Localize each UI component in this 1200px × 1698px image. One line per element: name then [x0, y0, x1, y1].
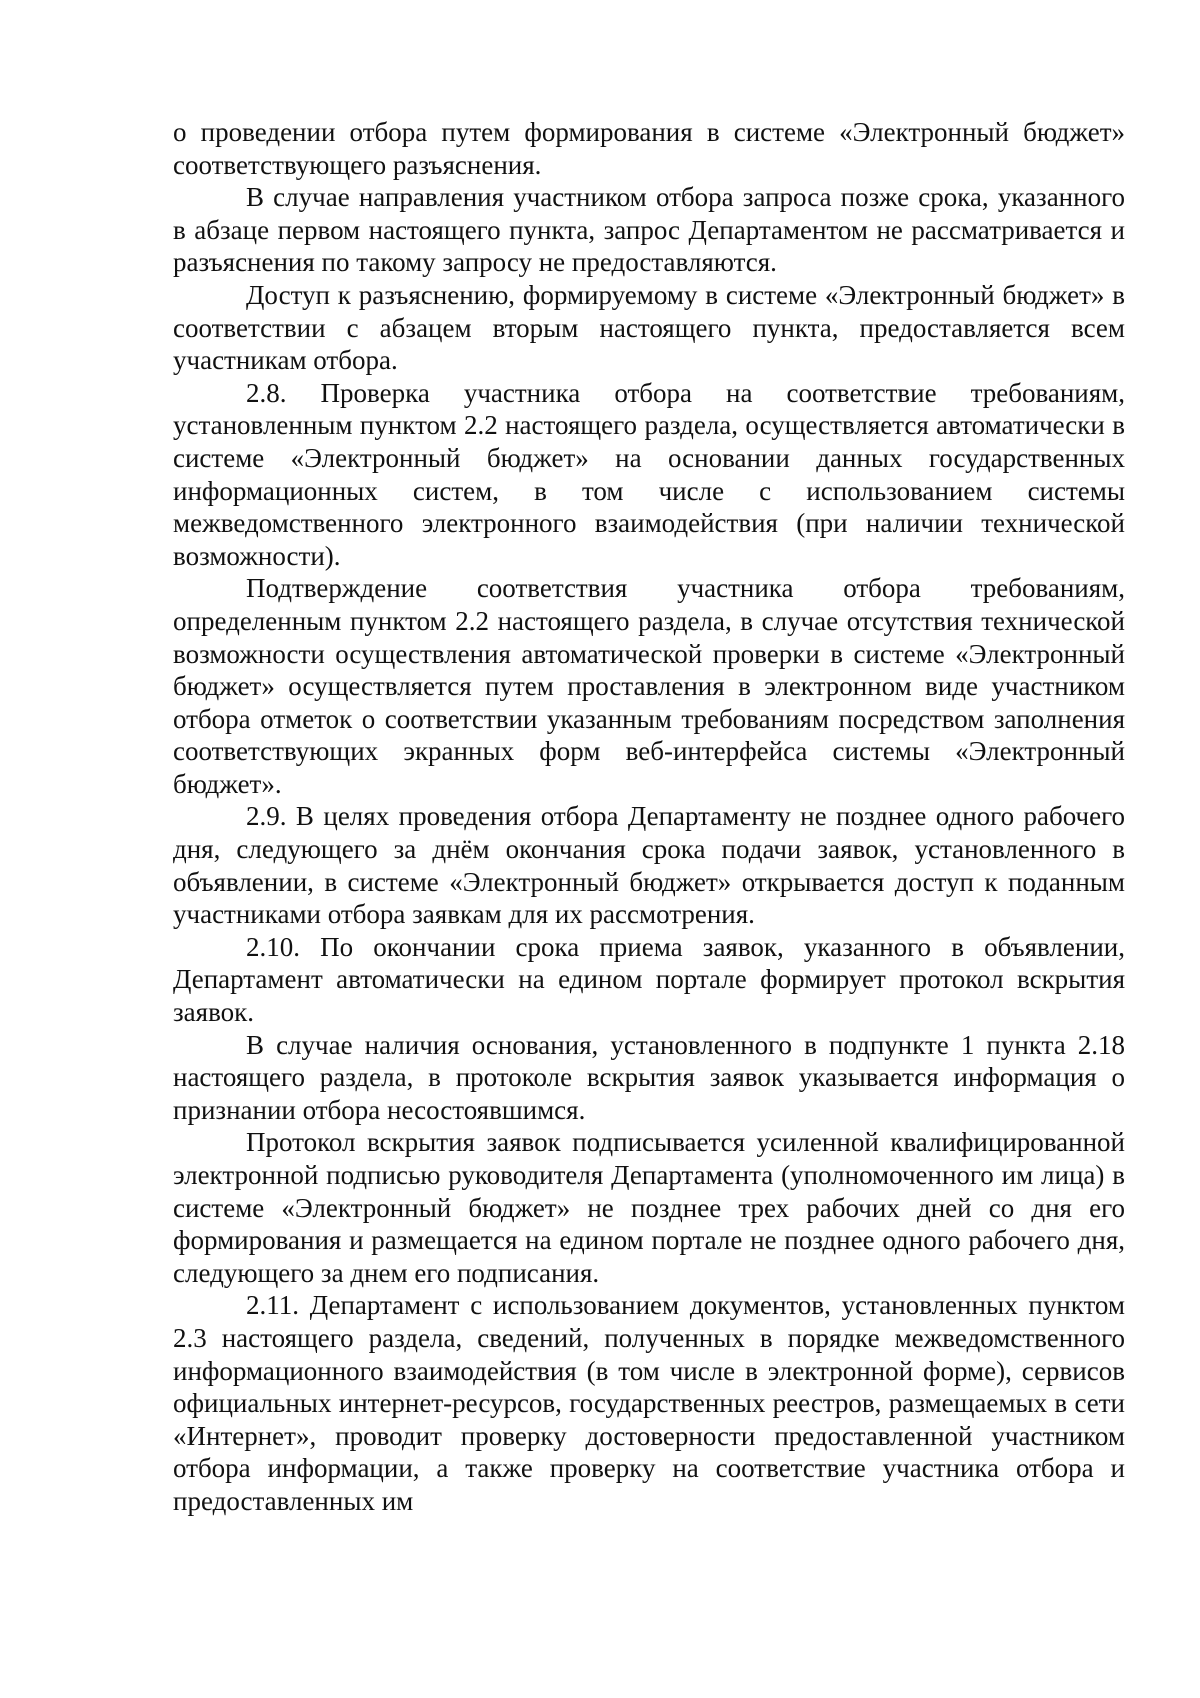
- document-page: [173, 116, 1125, 1518]
- paragraph-2: В случае направления участником отбора запроса позже срока, указанного в абзаце первом настоящего пункта, запрос Департаментом не рассматривается и разъяснения по такому запросу не предоставляются.: [173, 182, 1125, 278]
- paragraph-3: Доступ к разъяснению, формируемому в системе «Электронный бюджет» в соответствии с абзацем вторым настоящего пункта, предоставляется всем участникам отбора.: [173, 279, 1125, 376]
- paragraph-9: Протокол вскрытия заявок подписывается усиленной квалифицированной электронной подписью руководителя Департамента (уполномоченного им лица) в системе «Электронный бюджет» не позднее трех рабочих дней со дня его формирования и размещается на едином портале не позднее одного рабочего дня, следующего за днем его подписания.: [173, 1127, 1125, 1288]
- paragraph-8: В случае наличия основания, установленного в подпункте 1 пункта 2.18 настоящего раздела, в протоколе вскрытия заявок указывается информация о признании отбора несостоявшимся.: [173, 1029, 1125, 1125]
- paragraph-1: о проведении отбора путем формирования в системе «Электронный бюджет» соответствующего разъяснения.: [173, 117, 1125, 180]
- paragraph-section-2-9: 2.9. В целях проведения отбора Департаменту не позднее одного рабочего дня, следующего за днём окончания срока подачи заявок, установленного в объявлении, в системе «Электронный бюджет» открывается доступ к поданным участниками отбора заявкам для их рассмотрения.: [173, 801, 1125, 930]
- paragraph-5: Подтверждение соответствия участника отбора требованиям, определенным пунктом 2.2 настоящего раздела, в случае отсутствия технической возможности осуществления автоматической проверки в системе «Электронный бюджет» осуществляется путем проставления в электронном виде участником отбора отметок о соответствии указанным требованиям посредством заполнения соответствующих экранных форм веб-интерфейса системы «Электронный бюджет».: [173, 573, 1125, 799]
- paragraph-section-2-11: 2.11. Департамент с использованием документов, установленных пунктом 2.3 настоящего раздела, сведений, полученных в порядке межведомственного информационного взаимодействия (в том числе в электронной форме), сервисов официальных интернет-ресурсов, государственных реестров, размещаемых в сети «Интернет», проводит проверку достоверности предоставленной участником отбора информации, а также проверку на соответствие участника отбора и предоставленных им: [173, 1290, 1125, 1516]
- paragraph-section-2-8: 2.8. Проверка участника отбора на соответствие требованиям, установленным пунктом 2.2 настоящего раздела, осуществляется автоматически в системе «Электронный бюджет» на основании данных государственных информационных систем, в том числе с использованием системы межведомственного электронного взаимодействия (при наличии технической возможности).: [173, 377, 1125, 571]
- paragraph-section-2-10: 2.10. По окончании срока приема заявок, указанного в объявлении, Департамент автоматически на едином портале формирует протокол вскрытия заявок.: [173, 931, 1125, 1028]
